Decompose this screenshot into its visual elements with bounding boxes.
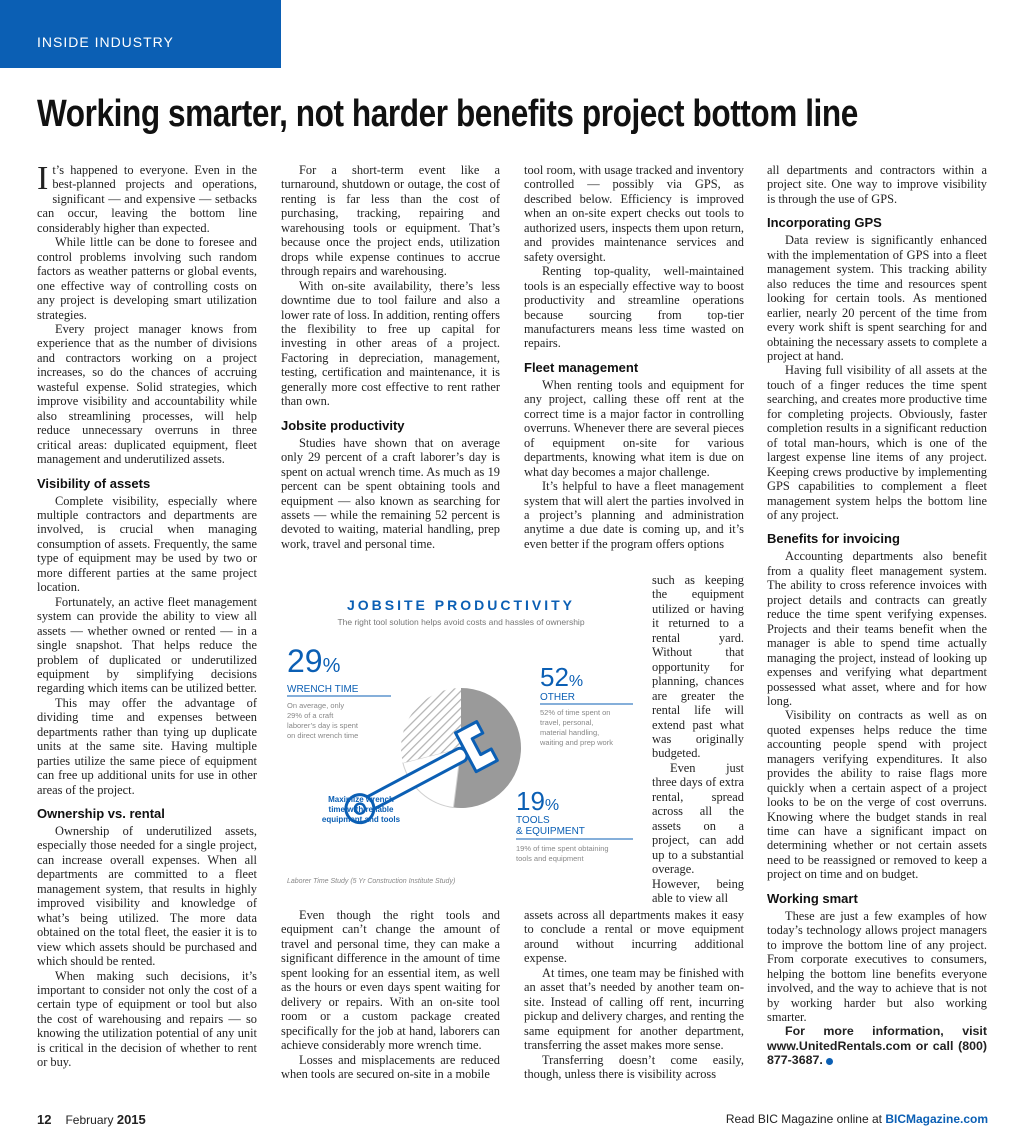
wrap-text bbox=[652, 573, 744, 905]
paragraph: such as keeping the equipment utilized or having it returned to a rental yard. Without that opportunity for planning, chances are greater the rental life will extend past what was originally budgeted. bbox=[652, 573, 744, 761]
column-4 bbox=[767, 163, 987, 1068]
svg-text:& EQUIPMENT: & EQUIPMENT bbox=[516, 826, 585, 837]
column-3-bottom bbox=[524, 908, 744, 1081]
paragraph: These are just a few examples of how today’s technology allows project managers to improve the bottom line of any project. From corporate executives to consumers, helping the bottom line benefits everyone involved, and the way to achieve that is not by working harder but also working smarter. bbox=[767, 908, 987, 1025]
paragraph: assets across all departments makes it easy to conclude a rental or move equipment around without incurring additional expense. bbox=[524, 908, 744, 966]
section-tab bbox=[0, 0, 281, 68]
paragraph: It’s helpful to have a fleet management system that will alert the parties involved in a project’s planning and administration anytime a due date is coming up, and it’s even better if the program offers options bbox=[524, 479, 744, 551]
svg-text:tools and equipment: tools and equipment bbox=[516, 854, 584, 863]
subheading-working-smart: Working smart bbox=[767, 890, 858, 906]
svg-text:TOOLS: TOOLS bbox=[516, 815, 550, 826]
paragraph: Ownership of underutilized assets, especially those needed for a single project, can increase overall expenses. When all departments are committed to a fleet management system, that results in highly improved visibility and knowledge of what’s being utilized. The more data obtained on the total fleet, the easier it is to view which assets should be purchased and which should be rented. bbox=[37, 824, 257, 969]
svg-text:29%: 29% bbox=[287, 643, 341, 679]
paragraph: Studies have shown that on average only 29 percent of a craft laborer’s day is spent on actual wrench time. As much as 19 percent can be spent obtaining tools and equipment — also known as searching for assets — while the remaining 52 percent is devoted to waiting, material handling, prep work, travel and personal time. bbox=[281, 435, 500, 551]
svg-text:waiting and prep work: waiting and prep work bbox=[540, 738, 613, 747]
column-3-top bbox=[524, 163, 744, 551]
paragraph: Even though the right tools and equipment can’t change the amount of travel and personal time, they can make a significant difference in the amount of time spent looking for an essential item, as well as the hours or even days spent waiting for delivery or repairs. With an on-site tool room or a custom package created specifically for the job at hand, laborers can achieve considerably more wrench time. bbox=[281, 908, 500, 1053]
paragraph: This may offer the advantage of dividing time and expenses between departments rather than tying up duplicate units at the same site. Having multiple parties utilize the same piece of equipment can free up additional units for use in other areas of the project. bbox=[37, 695, 257, 797]
paragraph: When renting tools and equipment for any project, calling these off rent at the correct time is a major factor in controlling overruns. Whenever there are several pieces of equipment on-site for various departments, knowing what item is due on what day becomes a major challenge. bbox=[524, 377, 744, 479]
column-2-bottom bbox=[281, 908, 500, 1081]
section-tab-label: INSIDE INDUSTRY bbox=[37, 34, 174, 50]
site-link[interactable]: BICMagazine.com bbox=[885, 1112, 988, 1126]
svg-text:On average, only: On average, only bbox=[287, 701, 345, 710]
paragraph: While little can be done to foresee and control problems involving such random factors as weather patterns or global events, one effective way of controlling costs on any project is developing smart utilization strategies. bbox=[37, 235, 257, 322]
svg-text:Maximize wrench: Maximize wrench bbox=[328, 795, 394, 804]
svg-text:time with reliable: time with reliable bbox=[328, 805, 394, 814]
page-number: 12 bbox=[37, 1112, 52, 1127]
svg-text:19%: 19% bbox=[516, 786, 560, 816]
svg-text:material handling,: material handling, bbox=[540, 728, 600, 737]
wrench-pct: 29 bbox=[287, 643, 323, 679]
paragraph: Transferring doesn’t come easily, though, unless there is visibility across bbox=[524, 1052, 744, 1081]
paragraph: Even just three days of extra rental, spread across all the assets on a project, can add up to a substantial overage. However, being able to view all bbox=[652, 760, 744, 905]
infographic-title: JOBSITE PRODUCTIVITY bbox=[346, 597, 576, 613]
svg-text:19% of time spent obtaining: 19% of time spent obtaining bbox=[516, 844, 609, 853]
column-1 bbox=[37, 160, 257, 1070]
subheading-invoicing: Benefits for invoicing bbox=[767, 531, 900, 547]
paragraph: Every project manager knows from experience that as the number of divisions and contractors working on a project increases, so do the chances of accruing wasteful expense. Solid strategies, which improve visibility and accountability while also streamlining processes, will help reduce unnecessary overruns in three critical areas: duplicated equipment, fleet management and underutilized assets. bbox=[37, 321, 257, 467]
footer-right bbox=[726, 1112, 988, 1126]
subheading-jobsite: Jobsite productivity bbox=[281, 417, 405, 433]
read-online-text: Read BIC Magazine online at bbox=[725, 1112, 882, 1126]
paragraph: Renting top-quality, well-maintained tools is an especially effective way to boost productivity and streamline operations because sourcing from top-tier manufacturers means less time wasted on repairs. bbox=[524, 264, 744, 351]
wrench-label: WRENCH TIME bbox=[287, 684, 359, 695]
subheading-fleet: Fleet management bbox=[524, 359, 639, 375]
paragraph: Losses and misplacements are reduced when tools are secured on-site in a mobile bbox=[281, 1052, 500, 1081]
infographic-subtitle: The right tool solution helps avoid costs and hassles of ownership bbox=[337, 617, 585, 627]
tools-pct: 19 bbox=[516, 786, 545, 816]
issue-year: 2015 bbox=[116, 1112, 146, 1127]
footer-left bbox=[37, 1112, 146, 1127]
paragraph: all departments and contractors within a project site. One way to improve visibility is through the use of GPS. bbox=[767, 163, 987, 206]
jobsite-productivity-chart bbox=[281, 590, 646, 900]
paragraph: At times, one team may be finished with an asset that’s needed by another team on-site. Instead of calling off rent, incurring pickup and delivery charges, and renting the same equipment for another department, transferring the asset makes more sense. bbox=[524, 965, 744, 1053]
subheading-visibility: Visibility of assets bbox=[37, 475, 151, 491]
paragraph: Complete visibility, especially where multiple contractors and departments are involved, is crucial when managing consumption of assets. Frequently, the same type of equipment may be used by two or more different parties at the same project location. bbox=[37, 493, 257, 595]
svg-text:equipment and tools: equipment and tools bbox=[321, 815, 401, 824]
end-mark-icon bbox=[826, 1058, 833, 1065]
other-pct: 52 bbox=[540, 662, 569, 692]
svg-text:52%: 52% bbox=[540, 662, 584, 692]
paragraph: For a short-term event like a turnaround, shutdown or outage, the cost of renting is far less than the cost of purchasing, tracking, repairing and warehousing tools or equipment. That’s because once the project ends, utilization drops while expense continues to accrue through repairs and warehousing. bbox=[281, 163, 500, 279]
other-label: OTHER bbox=[540, 692, 575, 703]
paragraph: With on-site availability, there’s less downtime due to tool failure and also a lower rate of loss. In addition, renting offers the flexibility to free up capital for investing in other areas of a project. Factoring in depreciation, management, testing, certification and maintenance, it is generally more cost effective to rent rather than own. bbox=[281, 278, 500, 409]
svg-text:laborer’s day is spent: laborer’s day is spent bbox=[287, 721, 359, 730]
svg-text:on direct wrench time: on direct wrench time bbox=[287, 731, 359, 740]
paragraph: tool room, with usage tracked and inventory controlled — possibly via GPS, as described below. Efficiency is improved when an on-site expert checks out tools to authorized users, inspects them upon return, and provides maintenance services and safety oversight. bbox=[524, 163, 744, 264]
subheading-ownership: Ownership vs. rental bbox=[37, 806, 165, 822]
headline: Working smarter, not harder benefits project bottom line bbox=[37, 93, 858, 135]
subheading-gps: Incorporating GPS bbox=[767, 215, 882, 231]
svg-text:52% of time spent on: 52% of time spent on bbox=[540, 708, 611, 717]
paragraph: Visibility on contracts as well as on quoted expenses helps reduce the time accounting people spend with project managers verifying expenditures. It also provides the ability to raise flags more quickly when a certain aspect of a project looks to be on the verge of cost overruns. Knowing where the budget stands in real time can have a significant impact on determining whether or not certain assets need to be reassigned or removed to keep a project on time and on budget. bbox=[767, 708, 987, 882]
svg-text:travel, personal,: travel, personal, bbox=[540, 718, 594, 727]
drop-cap: I bbox=[37, 160, 49, 197]
paragraph: Fortunately, an active fleet management system can provide the ability to view all assets — whether owned or rented — in a single snapshot. That helps reduce the problem of duplicated or underutilized equipment by simplifying decisions regarding which items can be utilized better. bbox=[37, 594, 257, 696]
paragraph: Data review is significantly enhanced with the implementation of GPS into a fleet management system. This tracking ability also reduces the time and resources spent looking for certain tools. As mentioned earlier, nearly 20 percent of the time from every work shift is spent searching for and obtaining the necessary assets to complete a project at hand. bbox=[767, 233, 987, 363]
column-2-top bbox=[281, 163, 500, 551]
intro-paragraph: It’s happened to everyone. Even in the best-planned projects and operations, significant — and expensive — setbacks can occur, leaving the bottom line considerably higher than expected. bbox=[37, 160, 257, 235]
paragraph: Accounting departments also benefit from a quality fleet management system. The ability to cross reference invoices with project details and contracts can greatly reduce the time spent verifying expenses. Projects and their teams benefit when the manager is able to spend time actually managing the project, instead of looking up expenses and verifying what department possessed what asset, where and for how long. bbox=[767, 549, 987, 708]
svg-text:29% of a craft: 29% of a craft bbox=[287, 711, 334, 720]
source-note: Laborer Time Study (5 Yr Construction Institute Study) bbox=[287, 878, 456, 885]
call-to-action: For more information, visit www.UnitedRentals.com or call (800) 877-3687. bbox=[767, 1024, 987, 1068]
paragraph: When making such decisions, it’s important to consider not only the cost of a certain type of equipment or tool but also the cost of warehousing and repairs — so knowing the utilization potential of any unit is critical in the decision of whether to rent or buy. bbox=[37, 968, 257, 1070]
paragraph: Having full visibility of all assets at the touch of a finger reduces the time spent searching, and creates more productive time for completing projects. Obviously, faster completion results in a significant reduction of total man-hours, which is one of the largest expense line items of any project. Keeping crews productive by implementing GPS capabilities to complement a fleet management system helps the bottom line of any project. bbox=[767, 363, 987, 522]
infographic bbox=[281, 590, 646, 900]
issue-month: February bbox=[65, 1113, 114, 1127]
